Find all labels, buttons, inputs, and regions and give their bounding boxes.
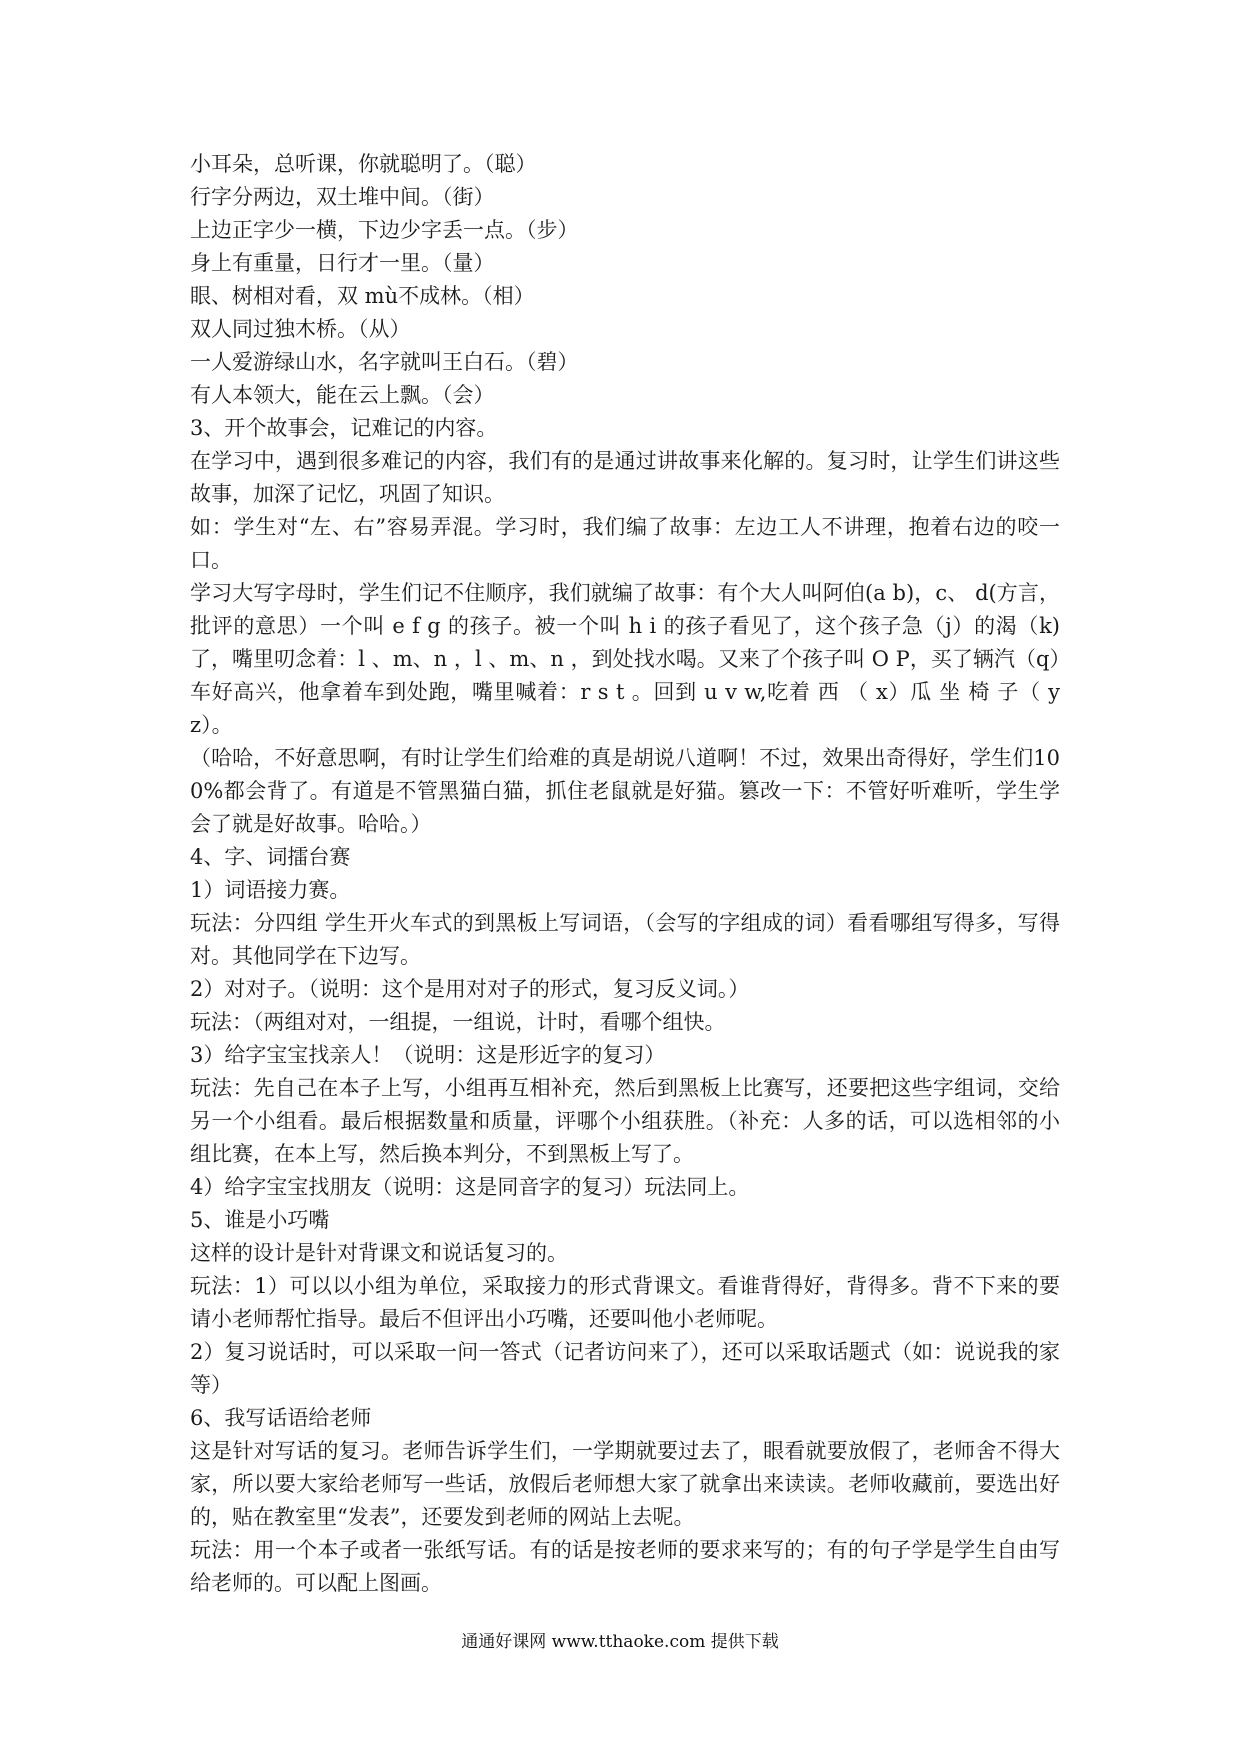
riddle-line: 双人同过独木桥。（从） xyxy=(190,317,411,341)
paragraph: 玩法：用一个本子或者一张纸写话。有的话是按老师的要求来写的；有的句子学是学生自由写给老师的。可以配上图画。 xyxy=(190,1538,1060,1595)
paragraph: 玩法：先自己在本子上写，小组再互相补充，然后到黑板上比赛写，还要把这些字组词，交给另一个小组看。最后根据数量和质量，评哪个小组获胜。（补充：人多的话，可以选相邻的小组比赛，在本上写，然后换本判分，不到黑板上写了。 xyxy=(190,1076,1060,1166)
document-body xyxy=(190,148,1060,1600)
paragraph: （哈哈，不好意思啊，有时让学生们给难的真是胡说八道啊！不过，效果出奇得好，学生们100%都会背了。有道是不管黑猫白猫，抓住老鼠就是好猫。篡改一下：不管好听难听，学生学会了就是好故事。哈哈。） xyxy=(190,746,1060,836)
riddle-line: 行字分两边，双土堆中间。（街） xyxy=(190,185,495,209)
section-heading: 4、字、词擂台赛 xyxy=(190,845,351,869)
item-title: 4）给字宝宝找朋友（说明：这是同音字的复习）玩法同上。 xyxy=(190,1175,750,1199)
paragraph: 这样的设计是针对背课文和说话复习的。 xyxy=(190,1241,568,1265)
section-heading: 3、开个故事会，记难记的内容。 xyxy=(190,416,498,440)
riddle-line: 上边正字少一横，下边少字丢一点。（步） xyxy=(190,218,579,242)
item-title: 3）给字宝宝找亲人！（说明：这是形近字的复习） xyxy=(190,1043,666,1067)
riddle-line: 小耳朵，总听课，你就聪明了。（聪） xyxy=(190,152,537,176)
riddle-line: 一人爱游绿山水，名字就叫王白石。（碧） xyxy=(190,350,579,374)
section-heading: 5、谁是小巧嘴 xyxy=(190,1208,330,1232)
riddle-line: 身上有重量，日行才一里。（量） xyxy=(190,251,495,275)
riddle-line: 有人本领大，能在云上飘。（会） xyxy=(190,383,495,407)
section-heading: 6、我写话语给老师 xyxy=(190,1406,372,1430)
paragraph: 玩法：分四组 学生开火车式的到黑板上写词语，（会写的字组成的词）看看哪组写得多，写得对。其他同学在下边写。 xyxy=(190,911,1060,968)
paragraph: 学习大写字母时，学生们记不住顺序，我们就编了故事：有个大人叫阿伯(a b)，c、 d(方言，批评的意思）一个叫 e f g 的孩子。被一个叫 h i 的孩子看见了，这个孩子急（j）的渴（k)了，嘴里叨念着：l 、m、n ，l 、m、n ，到处找水喝。又来了个孩子叫 O P，买了辆汽（q）车好高兴，他拿着车到处跑，嘴里喊着：r s t 。回到 u v w,吃着 西 （ x）瓜 坐 椅 子（ y z）。 xyxy=(190,581,1060,737)
paragraph: 玩法：（两组对对，一组提，一组说，计时，看哪个组快。 xyxy=(190,1010,726,1034)
paragraph: 如：学生对“左、右”容易弄混。学习时，我们编了故事：左边工人不讲理，抱着右边的咬一口。 xyxy=(190,515,1060,572)
page-footer: 通通好课网 www.tthaoke.com 提供下载 xyxy=(461,1632,779,1652)
paragraph: 在学习中，遇到很多难记的内容，我们有的是通过讲故事来化解的。复习时，让学生们讲这些故事，加深了记忆，巩固了知识。 xyxy=(190,449,1060,506)
paragraph: 2）复习说话时，可以采取一问一答式（记者访问来了），还可以采取话题式（如：说说我的家等） xyxy=(190,1340,1060,1397)
item-title: 2）对对子。（说明：这个是用对对子的形式，复习反义词。） xyxy=(190,977,750,1001)
paragraph: 玩法：1）可以以小组为单位，采取接力的形式背课文。看谁背得好，背得多。背不下来的要请小老师帮忙指导。最后不但评出小巧嘴，还要叫他小老师呢。 xyxy=(190,1274,1060,1331)
riddle-line: 眼、树相对看，双 mù不成林。（相） xyxy=(190,284,535,308)
item-title: 1）词语接力赛。 xyxy=(190,878,351,902)
paragraph: 这是针对写话的复习。老师告诉学生们，一学期就要过去了，眼看就要放假了，老师舍不得大家，所以要大家给老师写一些话，放假后老师想大家了就拿出来读读。老师收藏前，要选出好的，贴在教室里“发表”，还要发到老师的网站上去呢。 xyxy=(190,1439,1060,1529)
